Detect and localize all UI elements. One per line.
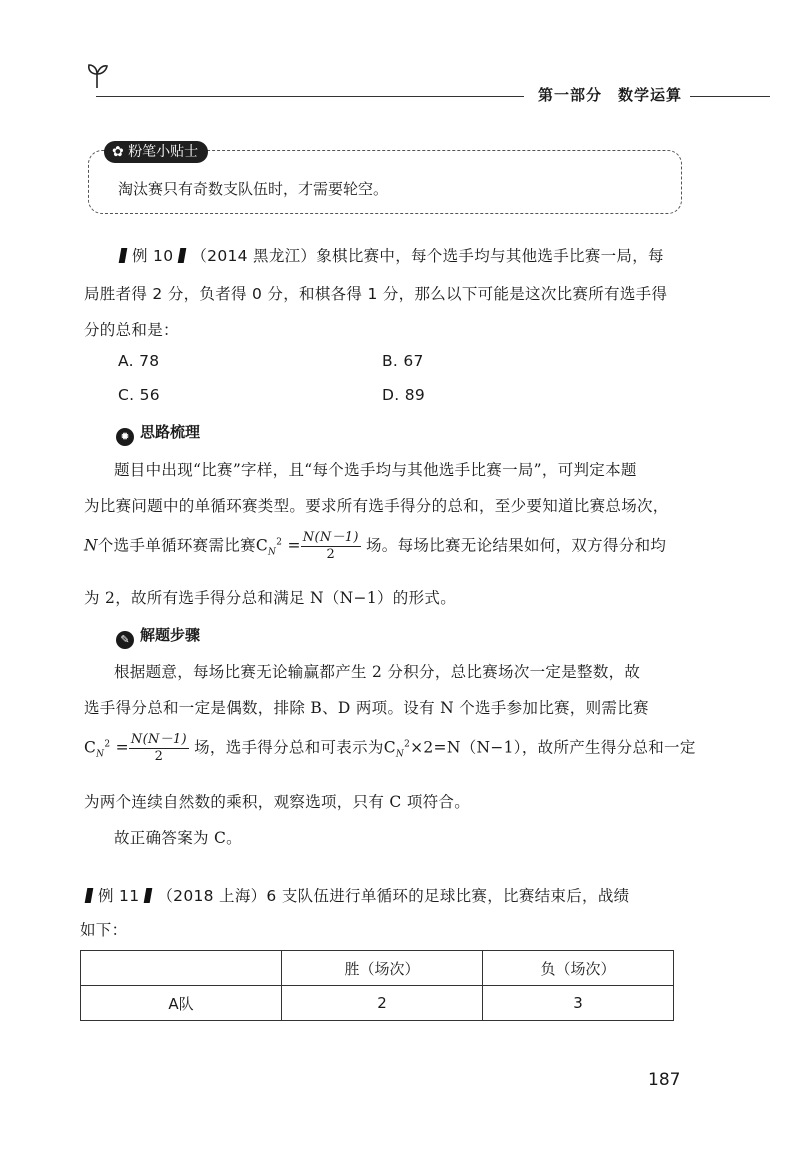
steps-line3-b: 场，选手得分总和可表示为C (194, 738, 396, 757)
example10-question-line1: （2014 黑龙江）象棋比赛中，每个选手均与其他选手比赛一局，每 (191, 247, 664, 265)
example11-mark-left (85, 888, 94, 903)
combination-fraction (301, 530, 361, 563)
table-cell: A队 (81, 986, 282, 1021)
analysis-line2: 为比赛问题中的单循环赛类型。要求所有选手得分的总和，至少要知道比赛总场次， (84, 497, 669, 515)
sprout-small-icon: ✿ (112, 144, 124, 160)
example10-question-line2: 局胜者得 2 分，负者得 0 分，和棋各得 1 分，那么以下可能是这次比赛所有选手得 (84, 285, 668, 303)
table-header-row (81, 951, 674, 986)
header-rule-right (690, 96, 770, 97)
table-cell: 2 (282, 986, 483, 1021)
table-header-cell: 负（场次） (483, 951, 674, 986)
example10-question-line3: 分的总和是： (84, 321, 179, 339)
header-rule-left (96, 96, 524, 97)
example10-question (114, 244, 664, 266)
tip-text: 淘汰赛只有奇数支队伍时，才需要轮空。 (118, 180, 389, 198)
tip-badge-label: 粉笔小贴士 (128, 144, 199, 160)
example11-question-line1: （2018 上海）6 支队伍进行单循环的足球比赛，比赛结束后，战绩 (157, 887, 630, 905)
analysis-line3-a: 个选手单循环赛需比赛C (97, 536, 269, 555)
analysis-line3: N个选手单循环赛需比赛$C_N^2$ = $\frac{N(N-1)}{2}$ 场。每场比赛无论结果如何，双方得分和均 (84, 530, 667, 562)
example-mark-right (178, 248, 187, 263)
analysis-line1: 题目中出现“比赛”字样，且“每个选手均与其他选手比赛一局”，可判定本题 (114, 461, 637, 479)
sprout-icon (86, 62, 108, 88)
section-title: 第一部分 数学运算 (538, 86, 683, 104)
example11-label: 例 11 (98, 887, 140, 905)
page-number: 187 (648, 1070, 681, 1090)
option-a: A. 78 (118, 352, 160, 370)
answer-line: 故正确答案为 C。 (114, 829, 242, 847)
steps-line4: 为两个连续自然数的乘积，观察选项，只有 C 项符合。 (84, 793, 471, 811)
table-header-cell (81, 951, 282, 986)
option-d: D. 89 (382, 386, 426, 404)
steps-icon: ✎ (116, 631, 134, 649)
example11-question-line2: 如下： (80, 921, 128, 939)
steps-heading (116, 624, 200, 649)
results-table (80, 950, 674, 1021)
lightbulb-icon: ✹ (116, 428, 134, 446)
analysis-title: 思路梳理 (140, 423, 201, 441)
steps-fraction (129, 732, 189, 765)
analysis-heading (116, 421, 200, 446)
table-row (81, 986, 674, 1021)
tip-badge (104, 141, 208, 163)
table-cell: 3 (483, 986, 674, 1021)
steps-line3-c: ×2=N（N−1），故所产生得分总和一定 (410, 738, 696, 757)
example10-label: 例 10 (132, 247, 174, 265)
option-b: B. 67 (382, 352, 424, 370)
analysis-line3-b: 场。每场比赛无论结果如何，双方得分和均 (365, 536, 667, 555)
analysis-line4: 为 2，故所有选手得分总和满足 N（N−1）的形式。 (84, 589, 456, 607)
fraction-denominator: 2 (326, 547, 336, 562)
steps-line1: 根据题意，每场比赛无论输赢都产生 2 分积分，总比赛场次一定是整数，故 (114, 663, 641, 681)
example11-mark-right (144, 888, 153, 903)
table-header-cell: 胜（场次） (282, 951, 483, 986)
steps-title: 解题步骤 (140, 626, 201, 644)
option-c: C. 56 (118, 386, 160, 404)
example-mark-left (119, 248, 128, 263)
steps-line2: 选手得分总和一定是偶数，排除 B、D 两项。设有 N 个选手参加比赛，则需比赛 (84, 699, 649, 717)
steps-fraction-numerator: N(N－1) (130, 732, 187, 747)
fraction-numerator: N(N－1) (302, 530, 359, 545)
steps-fraction-denominator: 2 (154, 749, 164, 764)
steps-line3: $C_N^2$ = $\frac{N(N-1)}{2}$ 场，选手得分总和可表示为$C_N^2\times 2=N(N-1)$，故所产生得分总和一定 (84, 732, 696, 764)
example11-question (80, 884, 629, 906)
